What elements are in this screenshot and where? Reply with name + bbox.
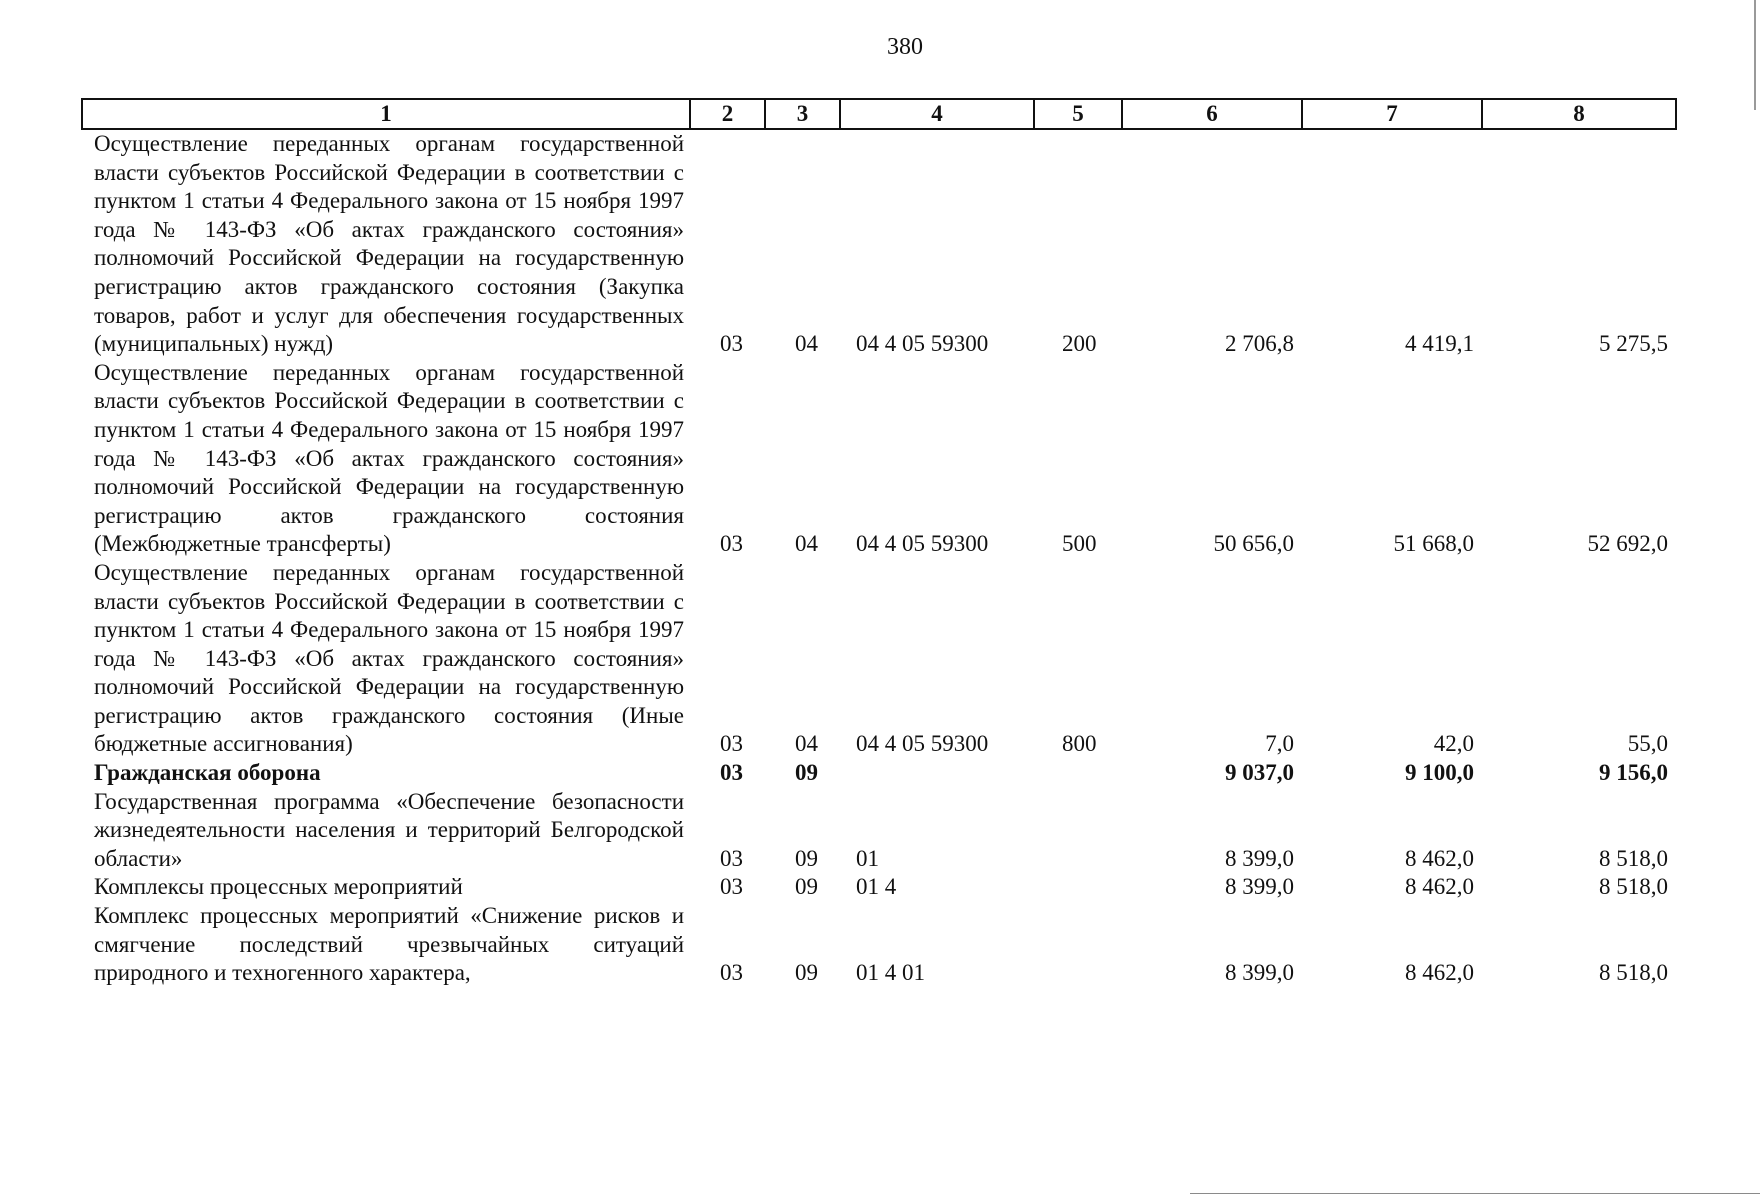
budget-table — [81, 98, 1677, 988]
row-description: Осуществление переданных органам государственной власти субъектов Российской Федерации в соответствии с пунктом 1 статьи 4 Федерального закона от 15 ноября 1997 года № 143-ФЗ «Об актах гражданского состояния» полномочий Российской Федерации на государственную регистрацию актов гражданского состояния (Закупка товаров, работ и услуг для обеспечения государственных (муниципальных) нужд) — [94, 131, 684, 357]
row-target-article: 01 4 — [856, 874, 897, 900]
row-amount-col7: 8 462,0 — [1405, 874, 1474, 900]
row-description: Комплексы процессных мероприятий — [94, 874, 463, 900]
column-header-8: 8 — [1482, 99, 1676, 129]
table-row — [82, 759, 1676, 788]
row-description: Государственная программа «Обеспечение безопасности жизнедеятельности населения и территорий Белгородской области» — [94, 788, 684, 871]
row-expense-type: 500 — [1062, 531, 1097, 557]
row-subsection-code: 04 — [795, 331, 818, 357]
row-amount-col8: 8 518,0 — [1599, 874, 1668, 900]
row-amount-col7: 8 462,0 — [1405, 845, 1474, 871]
table-header-row — [82, 99, 1676, 129]
row-amount-col8: 52 692,0 — [1587, 531, 1668, 557]
row-target-article: 01 4 01 — [856, 960, 925, 986]
column-header-4: 4 — [840, 99, 1034, 129]
column-header-5: 5 — [1034, 99, 1122, 129]
row-amount-col6: 8 399,0 — [1225, 845, 1294, 871]
row-section-code: 03 — [720, 960, 743, 986]
row-amount-col6: 2 706,8 — [1225, 331, 1294, 357]
column-header-6: 6 — [1122, 99, 1302, 129]
page-number: 380 — [887, 34, 923, 60]
row-subsection-code: 04 — [795, 531, 818, 557]
row-amount-col8: 5 275,5 — [1599, 331, 1668, 357]
table-row — [82, 559, 1676, 759]
column-header-3: 3 — [765, 99, 840, 129]
row-target-article: 04 4 05 59300 — [856, 531, 989, 557]
column-header-1: 1 — [82, 99, 690, 129]
row-expense-type — [1034, 873, 1122, 902]
row-amount-col6: 50 656,0 — [1213, 531, 1294, 557]
row-target-article — [840, 759, 1034, 788]
row-amount-col6: 7,0 — [1265, 731, 1294, 757]
row-expense-type — [1034, 759, 1122, 788]
row-section-code: 03 — [720, 760, 743, 786]
table-row — [82, 788, 1676, 874]
row-expense-type: 800 — [1062, 731, 1097, 757]
column-header-2: 2 — [690, 99, 765, 129]
row-target-article: 04 4 05 59300 — [856, 331, 989, 357]
table-row — [82, 873, 1676, 902]
row-amount-col6: 8 399,0 — [1225, 874, 1294, 900]
row-amount-col8: 55,0 — [1627, 731, 1668, 757]
row-amount-col6: 8 399,0 — [1225, 960, 1294, 986]
row-description: Осуществление переданных органам государственной власти субъектов Российской Федерации в соответствии с пунктом 1 статьи 4 Федерального закона от 15 ноября 1997 года № 143-ФЗ «Об актах гражданского состояния» полномочий Российской Федерации на государственную регистрацию актов гражданского состояния (Межбюджетные трансферты) — [94, 359, 684, 557]
row-amount-col8: 8 518,0 — [1599, 845, 1668, 871]
row-section-code: 03 — [720, 874, 743, 900]
row-subsection-code: 04 — [795, 731, 818, 757]
row-amount-col8: 9 156,0 — [1599, 760, 1668, 786]
row-section-code: 03 — [720, 531, 743, 557]
row-description: Комплекс процессных мероприятий «Снижение рисков и смягчение последствий чрезвычайных ситуаций природного и техногенного характера, — [94, 903, 684, 986]
scan-edge-mark — [1754, 0, 1756, 110]
row-amount-col7: 4 419,1 — [1405, 331, 1474, 357]
row-target-article: 01 — [856, 845, 879, 871]
row-expense-type — [1034, 902, 1122, 988]
row-section-code: 03 — [720, 845, 743, 871]
row-subsection-code: 09 — [795, 960, 818, 986]
row-amount-col8: 8 518,0 — [1599, 960, 1668, 986]
scan-bottom-line — [1190, 1193, 1760, 1194]
table-row — [82, 902, 1676, 988]
row-expense-type: 200 — [1062, 331, 1097, 357]
row-amount-col7: 51 668,0 — [1393, 531, 1474, 557]
row-description: Осуществление переданных органам государственной власти субъектов Российской Федерации в соответствии с пунктом 1 статьи 4 Федерального закона от 15 ноября 1997 года № 143-ФЗ «Об актах гражданского состояния» полномочий Российской Федерации на государственную регистрацию актов гражданского состояния (Иные бюджетные ассигнования) — [94, 559, 684, 757]
table-row — [82, 129, 1676, 359]
row-amount-col7: 42,0 — [1433, 731, 1474, 757]
row-section-code: 03 — [720, 731, 743, 757]
column-header-7: 7 — [1302, 99, 1482, 129]
row-amount-col6: 9 037,0 — [1225, 760, 1294, 786]
row-target-article: 04 4 05 59300 — [856, 731, 989, 757]
row-subsection-code: 09 — [795, 845, 818, 871]
table-row — [82, 359, 1676, 559]
row-subsection-code: 09 — [795, 760, 818, 786]
row-section-code: 03 — [720, 331, 743, 357]
row-amount-col7: 9 100,0 — [1405, 760, 1474, 786]
row-amount-col7: 8 462,0 — [1405, 960, 1474, 986]
row-expense-type — [1034, 788, 1122, 874]
row-description: Гражданская оборона — [94, 760, 321, 786]
row-subsection-code: 09 — [795, 874, 818, 900]
